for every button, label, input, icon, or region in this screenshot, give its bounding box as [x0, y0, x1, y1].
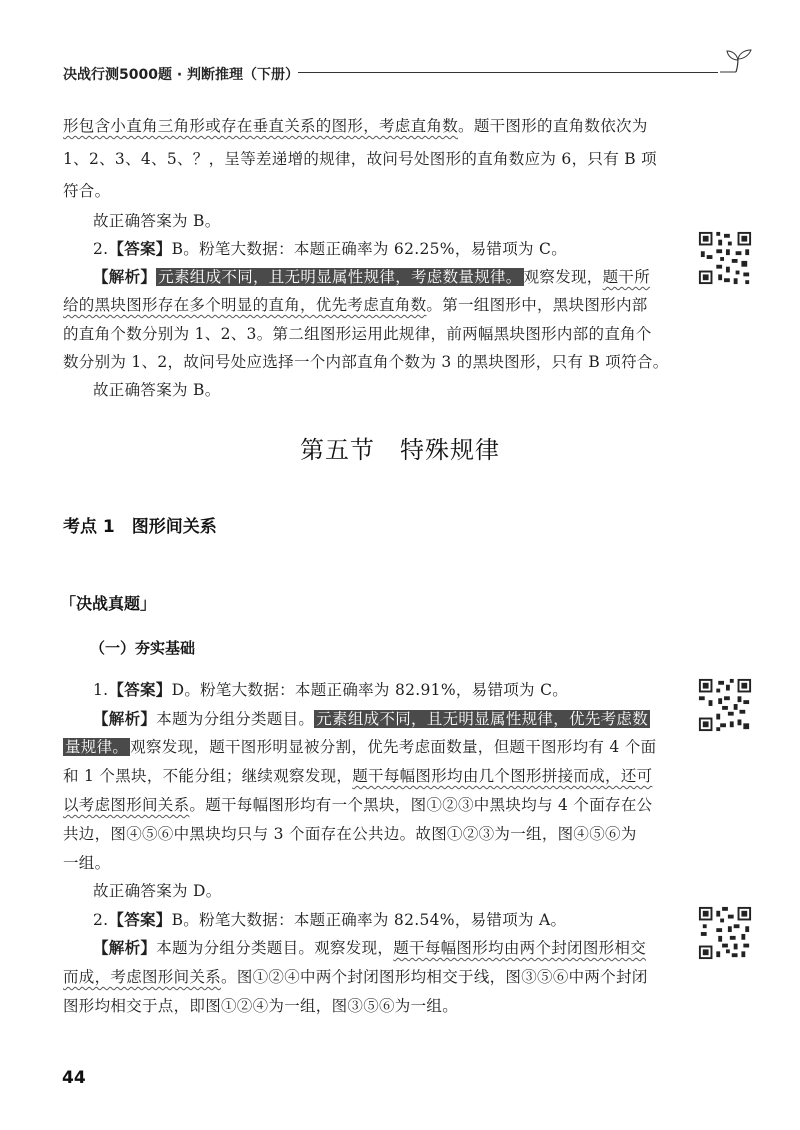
answer-tag: 【答案】: [108, 680, 172, 699]
header-rule: [298, 72, 718, 73]
subsection-title: （一）夯实基础: [90, 639, 196, 657]
answer-line: [93, 909, 743, 931]
analysis-line: [93, 937, 743, 959]
section-title: 第五节 特殊规律: [300, 436, 500, 464]
text: 。第一组图形中，黑块图形内部: [426, 296, 648, 314]
highlight-text: 元素组成不同，且无明显属性规律，考虑数量规律。: [158, 268, 522, 286]
wavy-text: 以考虑图形间关系: [63, 796, 190, 814]
text: 观察发现，: [523, 268, 603, 286]
text: 本题为分组分类题目。: [156, 710, 315, 728]
page-number: 44: [62, 1068, 86, 1088]
text: 。题干每幅图形均有一个黑块，图①②③中黑块均与 4 个面存在公: [189, 796, 653, 814]
answer-tag: 【答案】: [108, 239, 172, 258]
paragraph-line: 共边，图④⑤⑥中黑块均只与 3 个面存在公共边。故图①②③为一组，图④⑤⑥为: [63, 825, 637, 843]
point-title: 考点 1 图形间关系: [63, 517, 217, 537]
wavy-text: 题干每幅图形均由几个图形拼接而成，还可: [352, 767, 653, 785]
paragraph-line: [63, 736, 713, 758]
paragraph-line: 的直角个数分别为 1、2、3。第二组图形运用此规律，前两幅黑块图形内部的直角个: [63, 325, 652, 343]
paragraph-line: 数分别为 1、2，故问号处应选择一个内部直角个数为 3 的黑块图形，只有 B 项符合。: [63, 353, 669, 371]
wavy-text: 给的黑块图形存在多个明显的直角，优先考虑直角数: [63, 296, 427, 314]
real-questions-title: 「决战真题」: [60, 594, 157, 613]
running-header: 决战行测5000题 · 判断推理（下册）: [63, 67, 300, 83]
qr-code-icon[interactable]: [697, 230, 753, 286]
sprout-icon: [718, 48, 758, 82]
question-number: 2.: [93, 911, 109, 929]
paragraph-line: [63, 765, 713, 787]
analysis-tag: 【解析】: [93, 709, 157, 728]
wavy-text: 形包含小直角三角形或存在垂直关系的图形，考虑直角数: [63, 117, 459, 135]
paragraph-line: 一组。: [63, 854, 111, 872]
wavy-text: 而成，考虑图形间关系: [63, 968, 222, 986]
conclusion-line: 故正确答案为 B。: [93, 212, 221, 230]
paragraph-line: [63, 115, 713, 137]
answer-text: B。粉笔大数据：本题正确率为 62.25%，易错项为 C。: [171, 240, 568, 258]
answer-tag: 【答案】: [108, 910, 172, 929]
text: 观察发现，题干图形明显被分割，优先考虑面数量，但题干图形均有 4 个面: [130, 738, 657, 756]
highlight-text: 元素组成不同，且无明显属性规律，优先考虑数: [316, 710, 649, 728]
paragraph-line: [63, 966, 713, 988]
analysis-tag: 【解析】: [93, 938, 157, 957]
question-number: 1.: [93, 681, 109, 699]
wavy-text: 题干所: [602, 268, 651, 286]
highlight-text: 量规律。: [65, 738, 129, 756]
text: 本题为分组分类题目。观察发现，: [156, 939, 394, 957]
paragraph-line: 1、2、3、4、5、？，呈等差递增的规律，故问号处图形的直角数应为 6，只有 B 项: [63, 150, 657, 168]
paragraph-line: 符合。: [63, 182, 111, 200]
answer-line: [93, 238, 743, 260]
conclusion-line: 故正确答案为 B。: [93, 381, 221, 399]
answer-text: D。粉笔大数据：本题正确率为 82.91%，易错项为 C。: [171, 681, 569, 699]
wavy-text: 题干每幅图形均由两个封闭图形相交: [393, 939, 647, 957]
question-number: 2.: [93, 240, 109, 258]
conclusion-line: 故正确答案为 D。: [93, 882, 222, 900]
analysis-tag: 【解析】: [93, 267, 157, 286]
analysis-line: [93, 708, 743, 730]
text: 和 1 个黑块，不能分组；继续观察发现，: [63, 767, 353, 785]
paragraph-line: [63, 294, 713, 316]
answer-line: [93, 679, 743, 701]
text: 。题干图形的直角数依次为: [458, 117, 648, 135]
analysis-line: [93, 266, 743, 288]
text: 。图①②④中两个封闭图形均相交于线，图③⑤⑥中两个封闭: [221, 968, 648, 986]
answer-text: B。粉笔大数据：本题正确率为 82.54%，易错项为 A。: [171, 911, 567, 929]
paragraph-line: 图形均相交于点，即图①②④为一组，图③⑤⑥为一组。: [63, 997, 459, 1015]
paragraph-line: [63, 794, 713, 816]
